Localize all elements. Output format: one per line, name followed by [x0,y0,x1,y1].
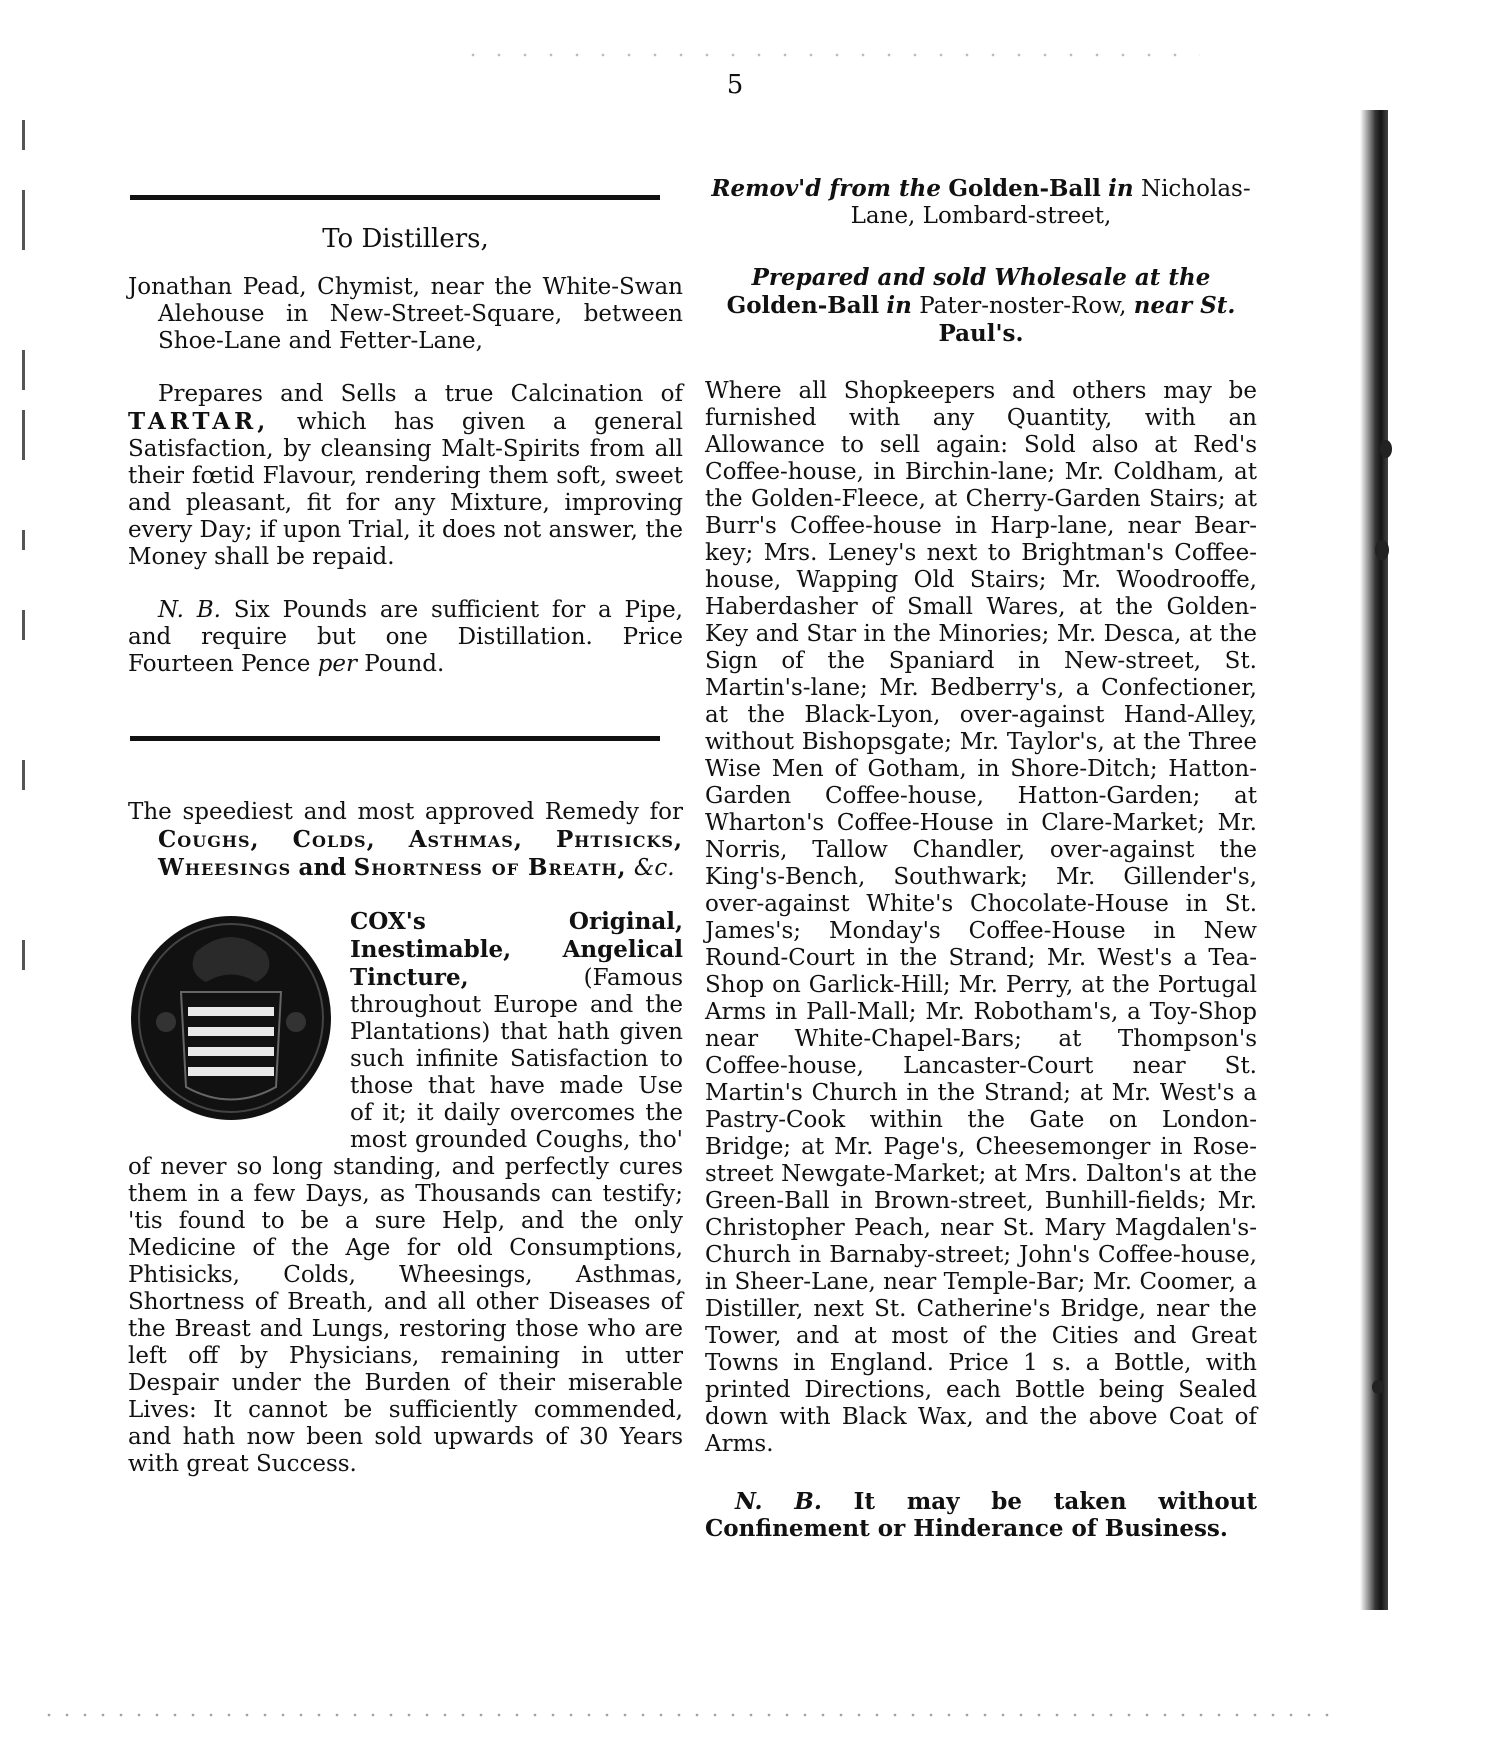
scan-speck [1380,440,1392,458]
stockists-list: Where all Shopkeepers and others may be furnished with any Quantity, with an Allowance to sell again: Sold also at Red's Coffee-house, in Birchin-lane; Mr. Coldham, at the Golden-Fleece, at Cherry-Garden Stairs; at Burr's Coffee-house in Harp-lane, near Bear-key; Mrs. Leney's next to Brightman's Coffee-house, Wapping Old Stairs; Mr. Woodrooffe, Haberdasher of Small Wares, at the Golden-Key and Star in the Minories; Mr. Desca, at the Sign of the Spaniard in New-street, St. Martin's-lane; Mr. Bedberry's, a Confectioner, at the Black-Lyon, over-against Hand-Alley, without Bishopsgate; Mr. Taylor's, at the Three Wise Men of Gotham, in Shore-Ditch; Hatton-Garden Coffee-house, Hatton-Garden; at Wharton's Coffee-House in Clare-Market; Mr. Norris, Tallow Chandler, over-against the King's-Bench, Southwark; Mr. Gillender's, over-against White's Chocolate-House in St. James's; Monday's Coffee-House in New Round-Court in the Strand; Mr. West's a Tea-Shop on Garlick-Hill; Mr. Perry, at the Portugal Arms in Pall-Mall; Mr. Robotham's, a Toy-Shop near White-Chapel-Bars; at Thompson's Coffee-house, Lancaster-Court near St. Martin's Church in the Strand; at Mr. West's a Pastry-Cook within the Gate on London-Bridge; at Mr. Page's, Cheesemonger in Rose-street Newgate-Market; at Mrs. Dalton's at the Green-Ball in Brown-street, Bunhill-fields; Mr. Christopher Peach, near St. Mary Magdalen's-Church in Barnaby-street; John's Coffee-house, in Sheer-Lane, near Temple-Bar; Mr. Coomer, a Distiller, next St. Catherine's Bridge, near the Tower, and at most of the Cities and Great Towns in England. Price 1 s. a Bottle, with printed Directions, each Bottle being Sealed down with Black Wax, and the above Coat of Arms. [705,378,1257,1457]
scan-noise-left [22,110,30,1110]
remedy-intro: The speediest and most approved Remedy for Coughs, Colds, Asthmas, Phtisicks, Wheesings and Shortness of Breath, &c. [128,799,683,881]
scan-noise-top [460,52,1200,58]
right-nb: N. B. It may be taken without Confinement or Hinderance of Business. [705,1488,1258,1542]
distillers-nb: N. B. Six Pounds are sufficient for a Pipe, and require but one Distillation. Price Fourteen Pence per Pound. [128,597,683,677]
right-column [705,175,1257,1542]
page-number: 5 [726,70,744,100]
prepared-notice: Prepared and sold Wholesale at the Golden-Ball in Pater-noster-Row, near St. Paul's. [726,264,1236,347]
removed-notice: Remov'd from the Golden-Ball in Nicholas-Lane, Lombard-street, [711,175,1251,229]
coat-of-arms-seal-icon [126,912,336,1124]
left-column [128,195,683,1478]
scan-speck [1372,1380,1384,1394]
remedy-advert [128,908,683,1478]
distillers-intro: Jonathan Pead, Chymist, near the White-Swan Alehouse in New-Street-Square, between Shoe-Lane and Fetter-Lane, [128,274,683,354]
section-rule [130,195,660,200]
distillers-body: Prepares and Sells a true Calcination of TARTAR, which has given a general Satisfaction, by cleansing Malt-Spirits from all their fœtid Flavour, rendering them soft, sweet and pleasant, fit for any Mixture, improving every Day; if upon Trial, it does not answer, the Money shall be repaid. [128,381,684,570]
scan-noise-bottom [40,1712,1340,1718]
distillers-heading: To Distillers, [322,224,489,254]
remedy-body: COX's Original, Inestimable, Angelical Tincture, (Famous throughout Europe and the Plantations) that hath given such infinite Satisfaction to those that have made Use of it; it daily overcomes the most grounded Coughs, tho' of never so long standing, and perfectly cures them in a few Days, as Thousands can testify; 'tis found to be a sure Help, and the only Medicine of the Age for old Consumptions, Phtisicks, Colds, Wheesings, Asthmas, Shortness of Breath, and all other Diseases of the Breast and Lungs, restoring those who are left off by Physicians, remaining in utter Despair under the Burden of their miserable Lives: It cannot be sufficiently commended, and hath now been sold upwards of 30 Years with great Success. [128,908,683,1477]
scan-speck [1375,540,1389,560]
